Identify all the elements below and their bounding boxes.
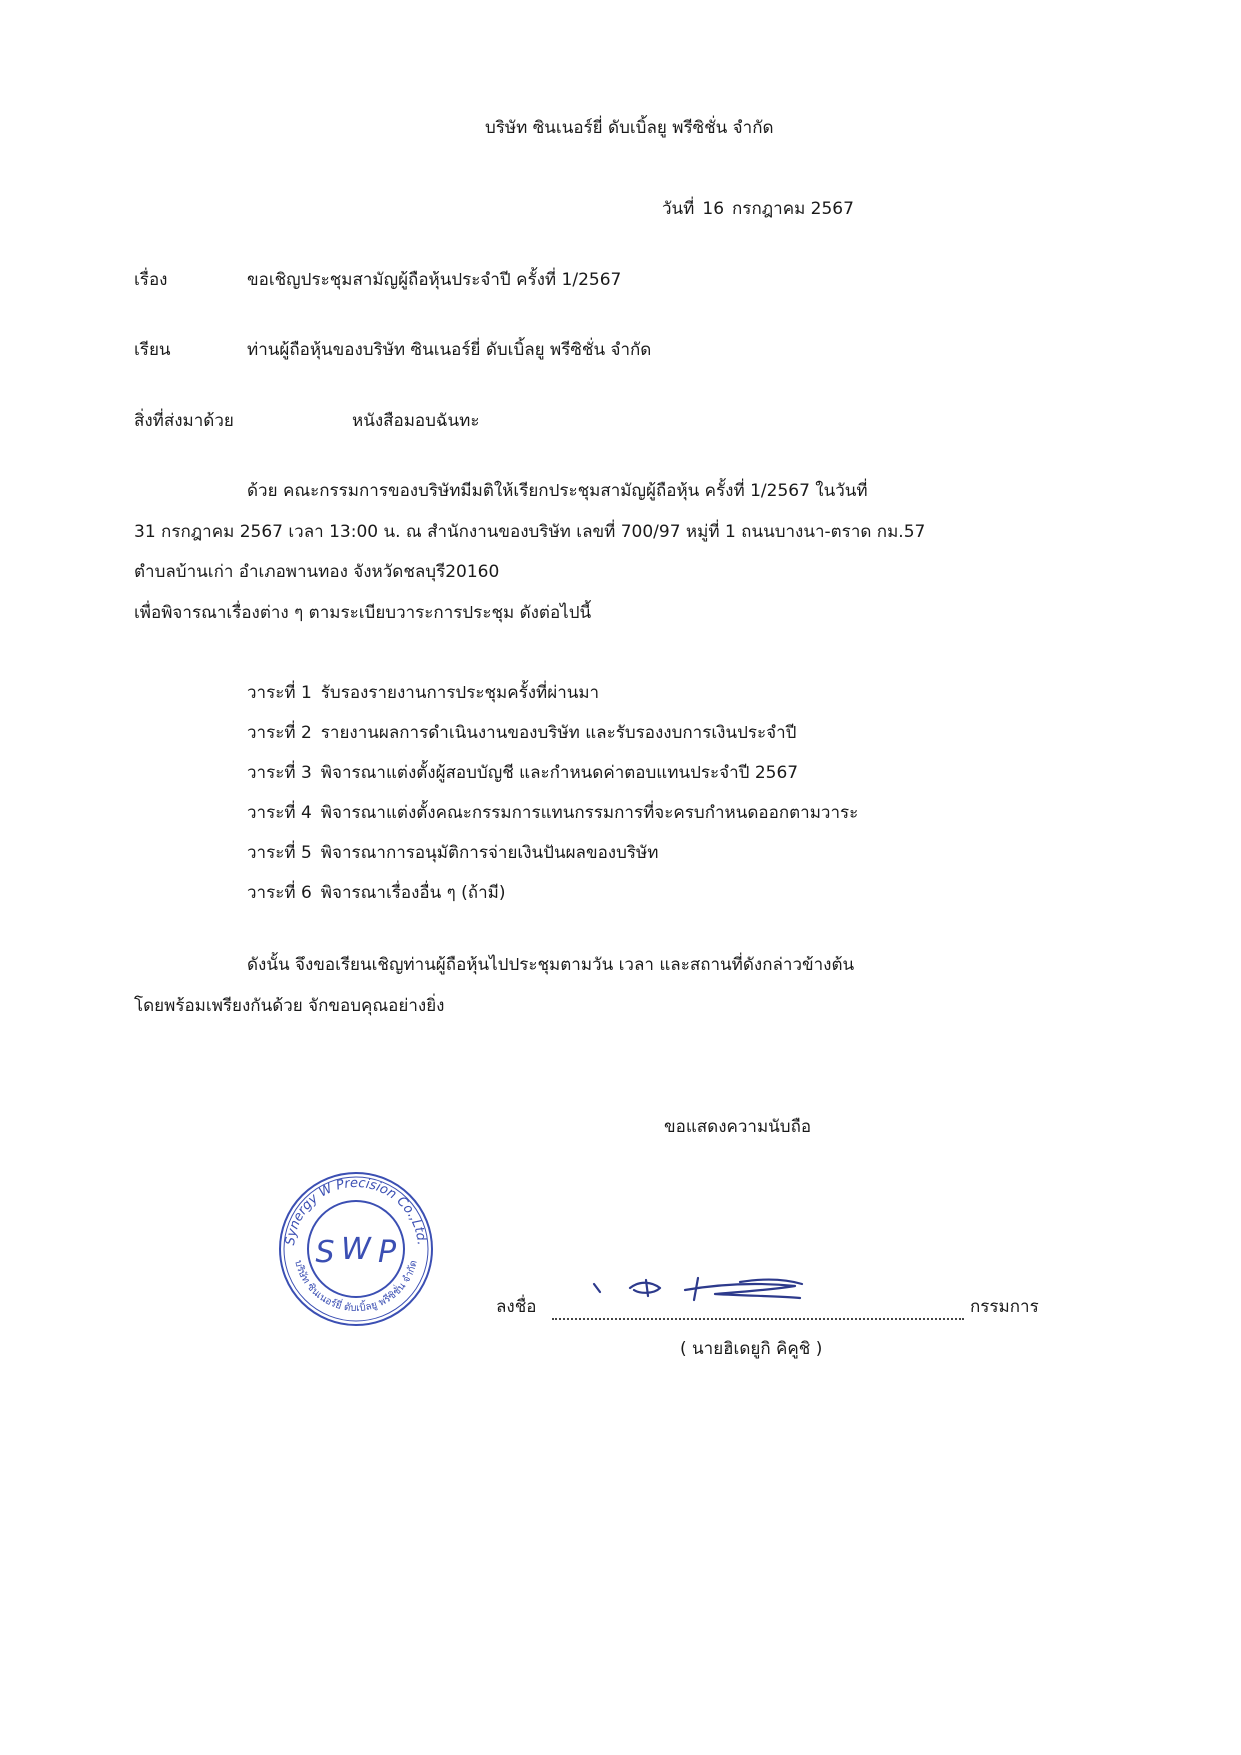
seal-letter-s: S bbox=[315, 1235, 335, 1270]
regards-text: ขอแสดงความนับถือ bbox=[664, 1117, 812, 1137]
body-line-3: ตำบลบ้านเก่า อำเภอพานทอง จังหวัดชลบุรี20160 bbox=[134, 562, 500, 582]
company-name: บริษัท ซินเนอร์ยี่ ดับเบิ้ลยู พรีซิชั่น จำกัด bbox=[485, 118, 774, 138]
agenda-text: พิจารณาการอนุมัติการจ่ายเงินปันผลของบริษัท bbox=[320, 843, 659, 863]
handwritten-signature bbox=[590, 1270, 890, 1320]
agenda-item bbox=[247, 683, 858, 723]
agenda-item bbox=[247, 883, 858, 923]
agenda-text: พิจารณาเรื่องอื่น ๆ (ถ้ามี) bbox=[320, 883, 506, 903]
letter-date bbox=[662, 199, 854, 219]
agenda-number: วาระที่ 4 bbox=[247, 803, 312, 823]
agenda-number: วาระที่ 5 bbox=[247, 843, 312, 863]
agenda-number: วาระที่ 2 bbox=[247, 723, 312, 743]
sign-label: ลงชื่อ bbox=[496, 1297, 537, 1317]
body-line-2: 31 กรกฎาคม 2567 เวลา 13:00 น. ณ สำนักงานของบริษัท เลขที่ 700/97 หมู่ที่ 1 ถนนบางนา-ตราด กม.57 bbox=[134, 522, 926, 542]
enclosure-label: สิ่งที่ส่งมาด้วย bbox=[134, 411, 234, 431]
signer-role: กรรมการ bbox=[970, 1297, 1039, 1317]
subject-text: ขอเชิญประชุมสามัญผู้ถือหุ้นประจำปี ครั้งที่ 1/2567 bbox=[247, 270, 622, 290]
date-label: วันที่ bbox=[662, 199, 695, 219]
to-label: เรียน bbox=[134, 340, 171, 360]
seal-letter-p: P bbox=[377, 1235, 397, 1270]
to-text: ท่านผู้ถือหุ้นของบริษัท ซินเนอร์ยี่ ดับเบิ้ลยู พรีซิชั่น จำกัด bbox=[247, 340, 652, 360]
enclosure-row bbox=[134, 411, 480, 431]
seal-inner-text: บริษัท ซินเนอร์ยี่ ดับเบิ้ลยู พรีซิชั่น จำกัด bbox=[292, 1259, 420, 1315]
body-line-1: ด้วย คณะกรรมการของบริษัทมีมติให้เรียกประชุมสามัญผู้ถือหุ้น ครั้งที่ 1/2567 ในวันที่ bbox=[247, 481, 868, 501]
agenda-item bbox=[247, 843, 858, 883]
company-seal bbox=[276, 1169, 436, 1334]
agenda-number: วาระที่ 3 bbox=[247, 763, 312, 783]
subject-label: เรื่อง bbox=[134, 270, 168, 290]
agenda-number: วาระที่ 1 bbox=[247, 683, 312, 703]
agenda-text: พิจารณาแต่งตั้งผู้สอบบัญชี และกำหนดค่าตอบแทนประจำปี 2567 bbox=[320, 763, 799, 783]
seal-graphic bbox=[276, 1169, 436, 1329]
body-line-4: เพื่อพิจารณาเรื่องต่าง ๆ ตามระเบียบวาระการประชุม ดังต่อไปนี้ bbox=[134, 603, 592, 623]
agenda-item bbox=[247, 803, 858, 843]
agenda-text: รับรองรายงานการประชุมครั้งที่ผ่านมา bbox=[320, 683, 600, 703]
enclosure-text: หนังสือมอบฉันทะ bbox=[352, 411, 480, 431]
agenda-list bbox=[247, 683, 858, 923]
agenda-item bbox=[247, 723, 858, 763]
signer-name: ( นายฮิเดยูกิ คิคูชิ ) bbox=[680, 1339, 823, 1359]
date-day: 16 bbox=[702, 199, 725, 219]
closing-line-2: โดยพร้อมเพรียงกันด้วย จักขอบคุณอย่างยิ่ง bbox=[134, 996, 445, 1016]
agenda-number: วาระที่ 6 bbox=[247, 883, 312, 903]
closing-line-1: ดังนั้น จึงขอเรียนเชิญท่านผู้ถือหุ้นไปประชุมตามวัน เวลา และสถานที่ดังกล่าวข้างต้น bbox=[247, 955, 855, 975]
date-month-year: กรกฎาคม 2567 bbox=[732, 199, 854, 219]
seal-letter-w: W bbox=[341, 1232, 371, 1267]
seal-outer-text: Synergy W Precision Co.,Ltd. bbox=[283, 1175, 429, 1247]
agenda-text: รายงานผลการดำเนินงานของบริษัท และรับรองงบการเงินประจำปี bbox=[320, 723, 797, 743]
agenda-text: พิจารณาแต่งตั้งคณะกรรมการแทนกรรมการที่จะครบกำหนดออกตามวาระ bbox=[320, 803, 859, 823]
agenda-item bbox=[247, 763, 858, 803]
